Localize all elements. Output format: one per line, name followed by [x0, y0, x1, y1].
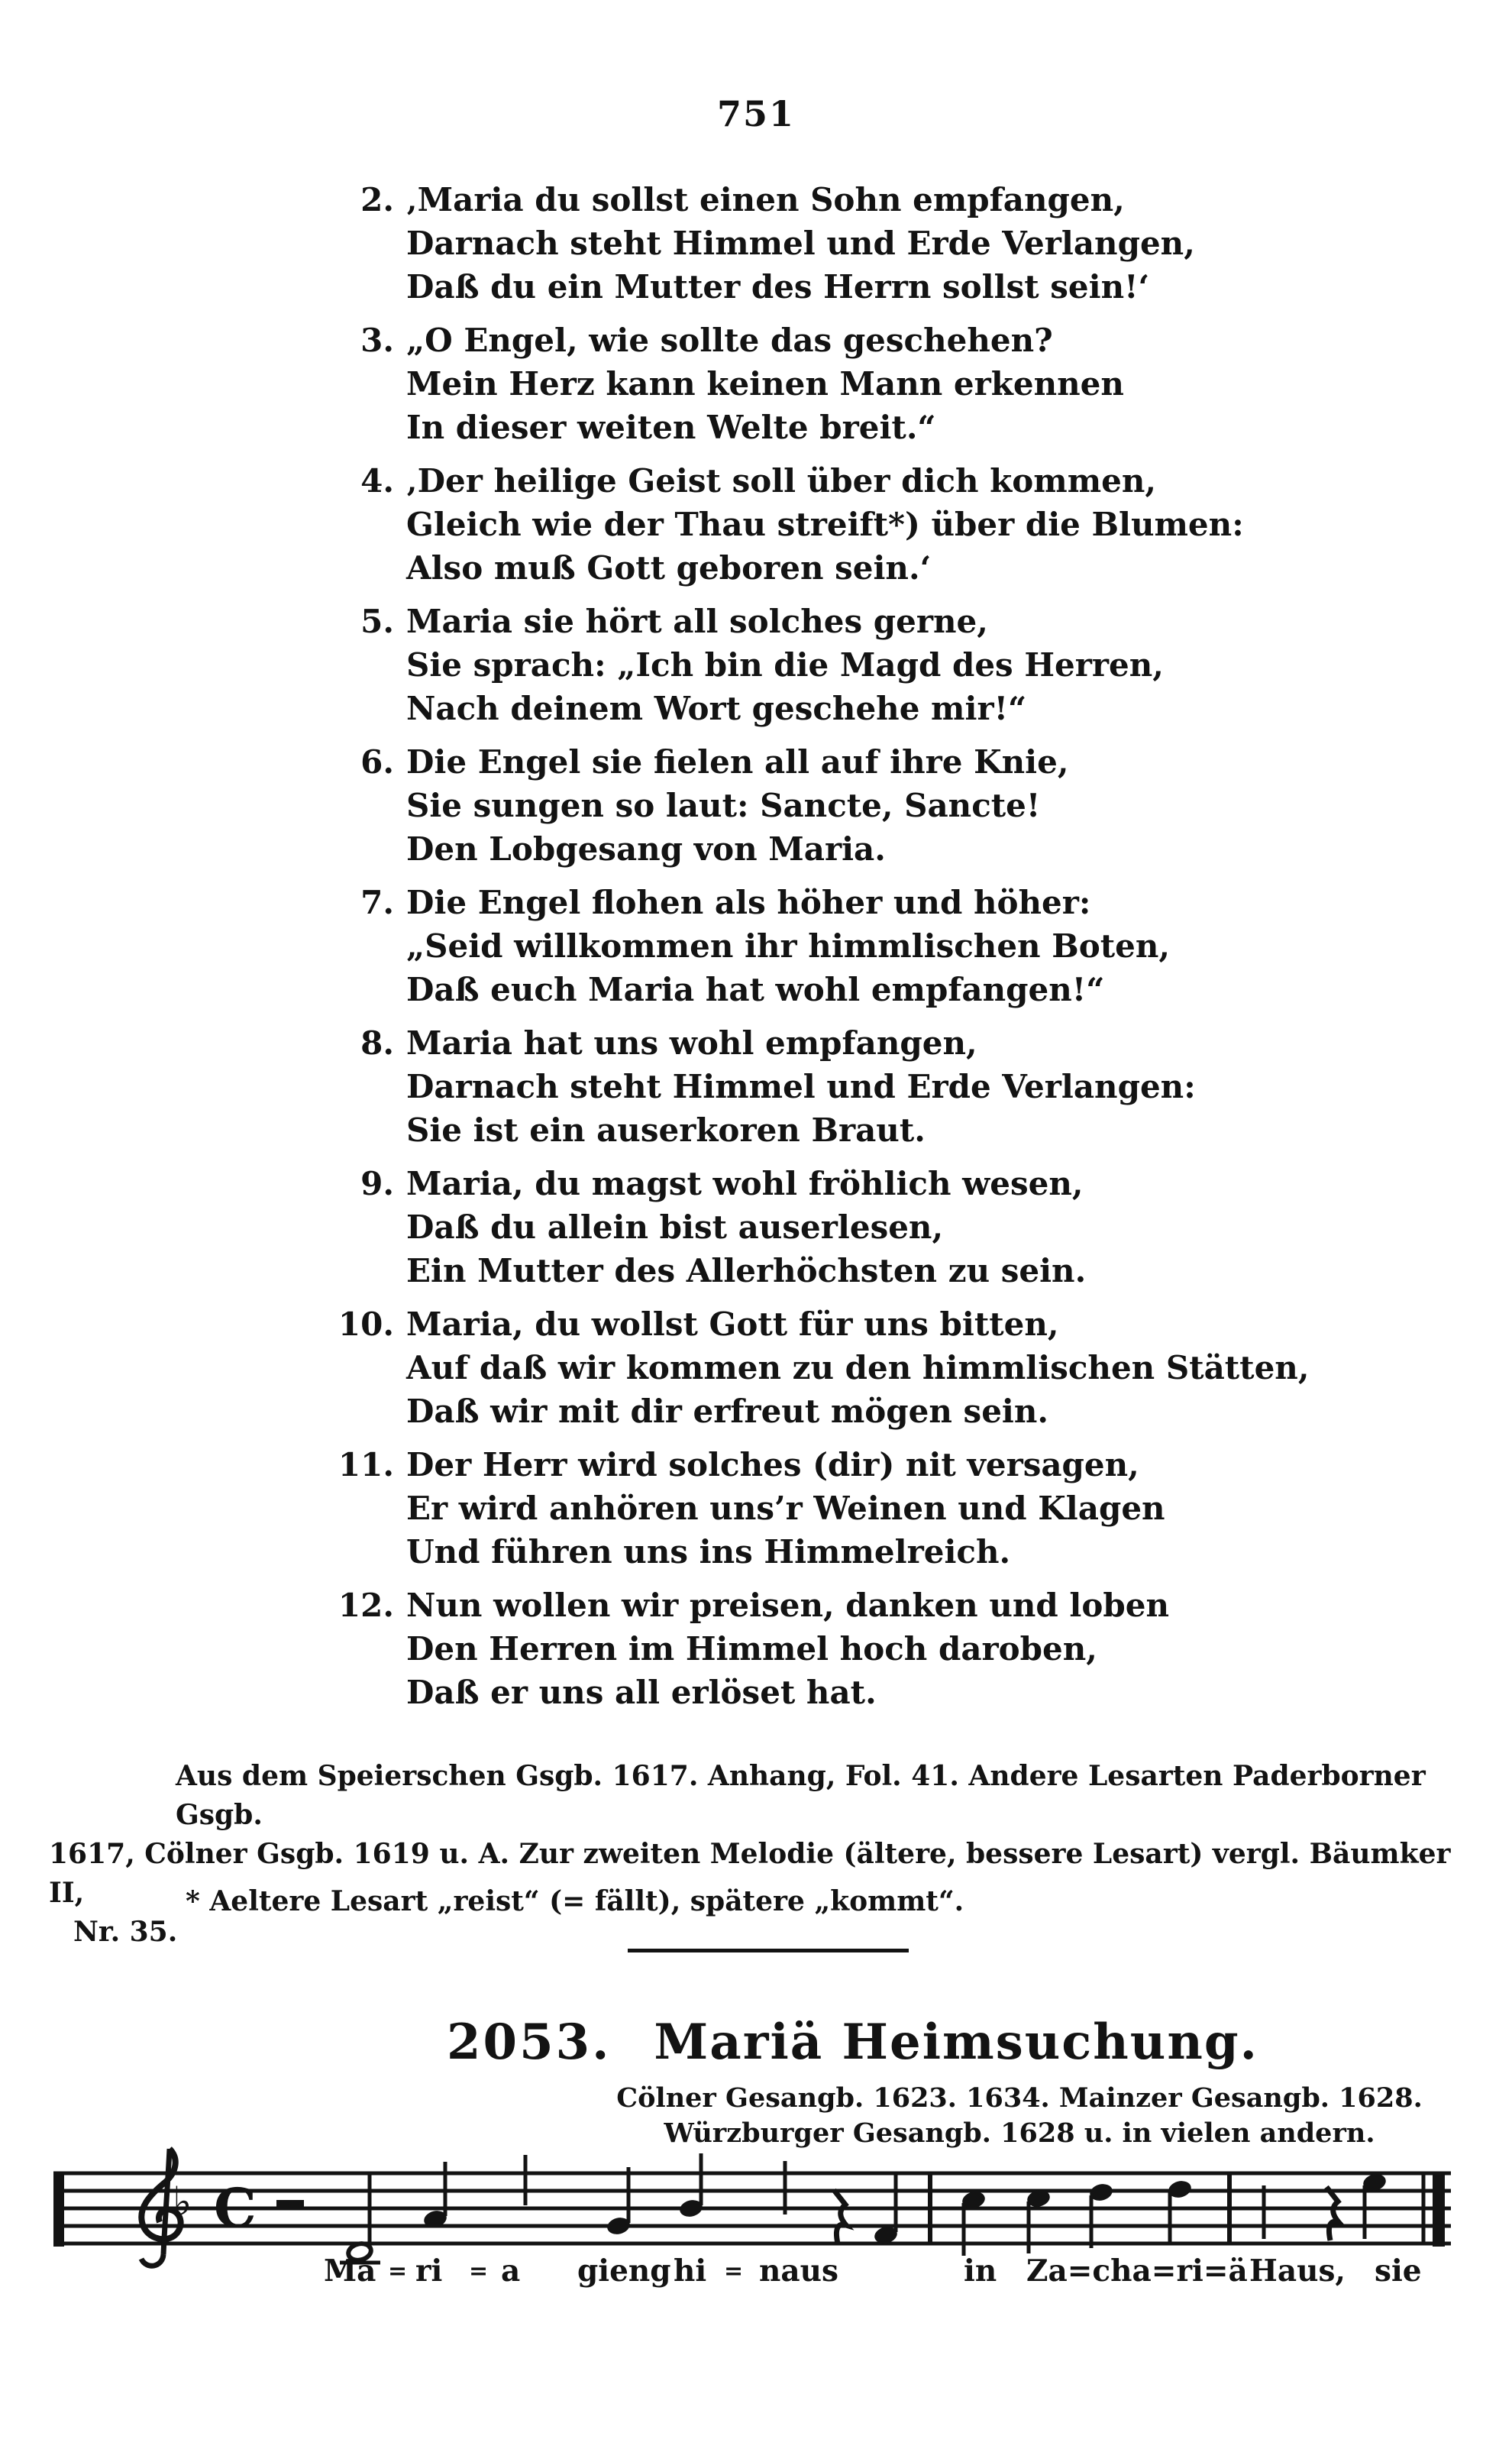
page-number: 751	[716, 93, 796, 134]
verse-line: Der Herr wird solches (dir) nit versagen,	[406, 1446, 1139, 1483]
verse-line: Maria, du magst wohl fröhlich wesen,	[406, 1165, 1084, 1202]
verse-12	[333, 1584, 1448, 1714]
note	[606, 2167, 632, 2237]
source-note-line: Nr. 35.	[73, 1916, 178, 1948]
hymn-number: 2053.	[447, 2014, 612, 2071]
verse-line: Er wird anhören uns’r Weinen und Klagen	[406, 1490, 1165, 1527]
note	[678, 2153, 704, 2219]
hymn-source-line: Cölner Gesangb. 1623. 1634. Mainzer Gesangb. 1628.	[616, 2082, 1423, 2114]
verse-4	[333, 459, 1448, 590]
source-note	[49, 1757, 1466, 1952]
verse-7	[333, 881, 1448, 1011]
verse-number: 11.	[338, 1446, 394, 1483]
staff-lines	[53, 2173, 1451, 2244]
verse-line: Auf daß wir kommen zu den himmlischen Stätten,	[406, 1349, 1310, 1386]
footnote: * Aeltere Lesart „reist“ (= fällt), spätere „kommt“.	[186, 1885, 964, 1917]
verse-line: Daß euch Maria hat wohl empfangen!“	[406, 971, 1105, 1008]
verse-line: Also muß Gott geboren sein.‘	[406, 549, 932, 587]
verse-line: Mein Herz kann keinen Mann erkennen	[406, 365, 1124, 403]
lyric-separator: =	[388, 2258, 408, 2285]
verse-lines	[406, 319, 1448, 449]
verse-lines	[406, 178, 1448, 309]
lyric-syllable: in	[964, 2253, 997, 2289]
note	[961, 2189, 987, 2256]
verse-line: Die Engel sie fielen all auf ihre Knie,	[406, 743, 1069, 781]
verse-line: Daß er uns all erlöset hat.	[406, 1674, 877, 1711]
verse-line: Nach deinem Wort geschehe mir!“	[406, 690, 1027, 727]
verse-5	[333, 600, 1448, 730]
verse-9	[333, 1162, 1448, 1292]
verse-11	[333, 1443, 1448, 1574]
verse-line: Den Lobgesang von Maria.	[406, 830, 886, 868]
hymn-title: Mariä Heimsuchung.	[654, 2014, 1258, 2071]
quarter-rest-icon	[1326, 2187, 1339, 2240]
music-staff	[53, 2127, 1451, 2292]
lyric-separator: =	[469, 2258, 489, 2285]
lyric-syllable: naus	[759, 2253, 838, 2289]
verse-line: In dieser weiten Welte breit.“	[406, 409, 936, 446]
verse-line: Maria hat uns wohl empfangen,	[406, 1024, 977, 1062]
verse-line: Nun wollen wir preisen, danken und loben	[406, 1587, 1169, 1624]
verse-number: 2.	[360, 181, 394, 218]
source-note-line: Aus dem Speierschen Gsgb. 1617. Anhang, Fol. 41. Andere Lesarten Paderborner Gsgb.	[176, 1760, 1426, 1831]
verse-line: Und führen uns ins Himmelreich.	[406, 1533, 1011, 1571]
source-note-line: 1617, Cölner Gsgb. 1619 u. A. Zur zweiten Melodie (ältere, bessere Lesart) vergl. Bäumker II,	[49, 1838, 1451, 1909]
verse-number: 10.	[338, 1305, 394, 1343]
verse-number: 12.	[338, 1587, 394, 1624]
verse-lines	[406, 459, 1448, 590]
verse-line: Darnach steht Himmel und Erde Verlangen:	[406, 1068, 1196, 1105]
quarter-rest-icon	[834, 2190, 846, 2244]
note	[1362, 2172, 1388, 2239]
verse-lines	[406, 1584, 1448, 1714]
note	[1167, 2179, 1193, 2244]
verse-2	[333, 178, 1448, 309]
note	[1088, 2182, 1114, 2248]
verse-line: Sie ist ein auserkoren Braut.	[406, 1111, 926, 1149]
verse-lines	[406, 1021, 1448, 1152]
verse-line: „O Engel, wie sollte das geschehen?	[406, 322, 1053, 359]
note	[1261, 2172, 1287, 2239]
verse-line: Sie sungen so laut: Sancte, Sancte!	[406, 787, 1041, 824]
verse-line: „Seid willkommen ihr himmlischen Boten,	[406, 927, 1171, 965]
verse-line: Maria, du wollst Gott für uns bitten,	[406, 1305, 1059, 1343]
verse-line: Gleich wie der Thau streift*) über die Blumen:	[406, 506, 1244, 543]
note	[340, 2172, 380, 2263]
verse-number: 7.	[360, 884, 394, 921]
lyric-syllable: ri	[415, 2253, 443, 2289]
verse-lines	[406, 1443, 1448, 1574]
verse-number: 3.	[360, 322, 394, 359]
verse-8	[333, 1021, 1448, 1152]
verse-number: 6.	[360, 743, 394, 781]
flat-sign: ♭	[173, 2178, 192, 2226]
verse-line: Darnach steht Himmel und Erde Verlangen,	[406, 225, 1195, 262]
lyric-syllable: a	[501, 2253, 521, 2289]
verse-lines	[406, 1162, 1448, 1292]
lyric-separator: =	[724, 2258, 744, 2285]
verse-10	[333, 1302, 1448, 1433]
verse-line: Die Engel flohen als höher und höher:	[406, 884, 1091, 921]
lyric-syllable: Ma	[324, 2253, 376, 2289]
lyric-syllable: sie	[1375, 2253, 1422, 2289]
note	[762, 2161, 788, 2228]
half-rest-icon	[276, 2200, 304, 2208]
system-start-bar	[53, 2172, 64, 2247]
verse-3	[333, 319, 1448, 449]
lyric-syllable: Za=cha=ri=ä	[1026, 2253, 1248, 2289]
verse-lines	[406, 1302, 1448, 1433]
verse-number: 9.	[360, 1165, 394, 1202]
verse-lines	[406, 740, 1448, 871]
verse-line: Daß du ein Mutter des Herrn sollst sein!‘	[406, 268, 1150, 306]
final-bar-line	[1433, 2172, 1445, 2247]
verse-line: ‚Der heilige Geist soll über dich kommen,	[406, 462, 1157, 500]
verse-line: Daß wir mit dir erfreut mögen sein.	[406, 1393, 1049, 1430]
verse-number: 4.	[360, 462, 394, 500]
verse-lines	[406, 881, 1448, 1011]
verse-line: Ein Mutter des Allerhöchsten zu sein.	[406, 1252, 1087, 1289]
hymn-source-line: Würzburger Gesangb. 1628 u. in vielen andern.	[664, 2117, 1375, 2149]
time-signature: C	[214, 2176, 257, 2240]
verse-6	[333, 740, 1448, 871]
verse-lines	[406, 600, 1448, 730]
lyric-syllable: Haus,	[1249, 2253, 1346, 2289]
lyric-syllable: hi	[674, 2253, 707, 2289]
hymn-heading	[447, 2014, 1258, 2071]
verse-block	[333, 178, 1448, 1724]
verse-line: Den Herren im Himmel hoch daroben,	[406, 1630, 1097, 1668]
verse-number: 5.	[360, 603, 394, 640]
section-divider	[628, 1949, 909, 1952]
verse-line: Maria sie hört all solches gerne,	[406, 603, 988, 640]
verse-line: Sie sprach: „Ich bin die Magd des Herren,	[406, 646, 1164, 684]
verse-line: ‚Maria du sollst einen Sohn empfangen,	[406, 181, 1125, 218]
lyric-syllable: gieng	[577, 2253, 671, 2289]
verse-line: Daß du allein bist auserlesen,	[406, 1208, 944, 1246]
verse-number: 8.	[360, 1024, 394, 1062]
